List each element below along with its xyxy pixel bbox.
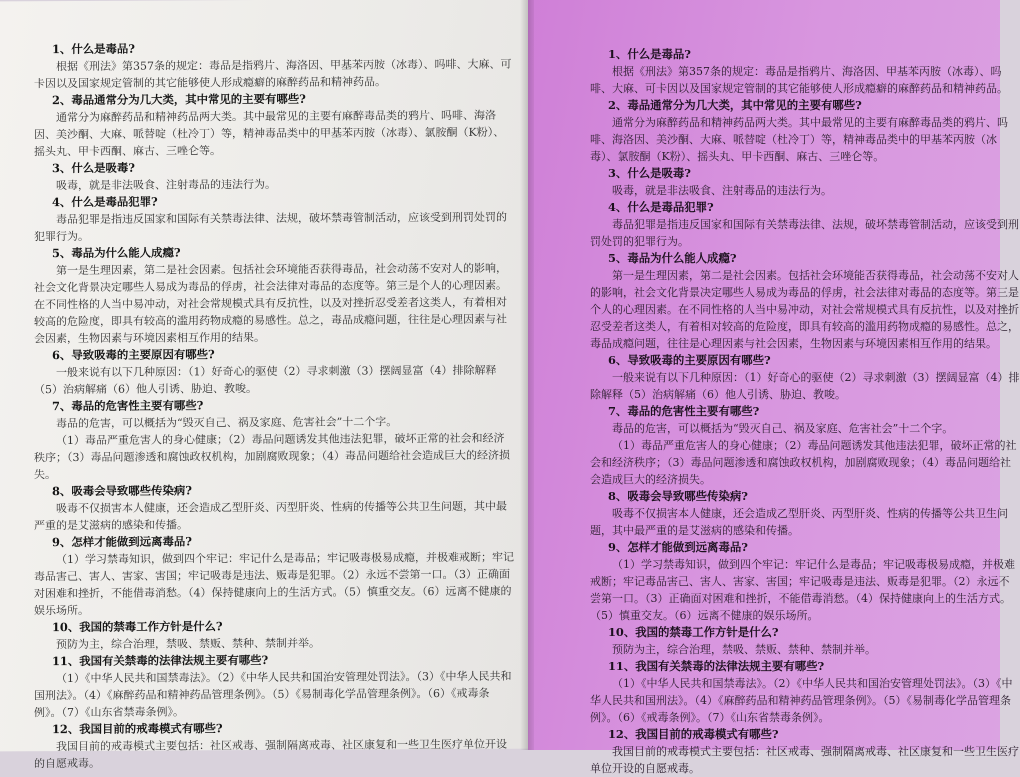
page-fold-shadow [520, 0, 534, 750]
answer-paragraph: （1）毒品严重危害人的身心健康；（2）毒品问题诱发其他违法犯罪，破坏正常的社会和经济秩序；（3）毒品问题渗透和腐蚀政权机构，加剧腐败现象；（4）毒品问题给社会造成巨大的经济损失。 [590, 439, 1017, 486]
section-6 [34, 345, 514, 399]
answer-paragraph: 吸毒不仅损害本人健康，还会造成乙型肝炎、丙型肝炎、性病的传播等公共卫生问题，其中最严重的是艾滋病的感染和传播。 [34, 499, 507, 533]
section-5 [590, 250, 1019, 352]
answer-paragraph: 第一是生理因素，第二是社会因素。包括社会环境能否获得毒品，社会动荡不安对人的影响，社会文化背景决定哪些人易成为毒品的俘虏，社会法律对毒品的态度等。第三是个人的心理因素。在不同性格的人当中易冲动，对社会常规模式具有反抗性，以及对挫折忍受差者这类人，有着相对较高的危险度，即具有较高的滥用药物成瘾的易感性。总之，毒品成瘾问题，往往是心理因素与社会因素，生物因素与环境因素相互作用的结果。 [590, 269, 1019, 350]
answer-paragraph: 毒品的危害，可以概括为“毁灭自己、祸及家庭、危害社会”十二个字。 [612, 422, 954, 435]
question-heading: 4、什么是毒品犯罪? [52, 194, 158, 210]
section-11 [34, 651, 514, 722]
section-5 [34, 243, 514, 348]
question-heading: 2、毒品通常分为几大类，其中常见的主要有哪些? [608, 98, 862, 112]
section-9 [590, 539, 1015, 624]
answer-paragraph: 一般来说有以下几种原因：（1）好奇心的驱使（2）寻求刺激（3）摆阔显富（4）排除解释（5）治病解痛（6）他人引诱、胁迫、教唆。 [34, 363, 497, 397]
answer-paragraph: （1）学习禁毒知识，做到四个牢记：牢记什么是毒品；牢记吸毒极易成瘾，并极难戒断；牢记毒品害己、害人、害家、害国；牢记吸毒是违法、贩毒是犯罪。（2）永远不尝第一口。（3）正确面对困难和挫折，不能借毒消愁。（4）保持健康向上的生活方式。（5）慎重交友。（6）远离不健康的娱乐场所。 [34, 550, 514, 618]
answer-paragraph: （1）学习禁毒知识，做到四个牢记：牢记什么是毒品；牢记吸毒极易成瘾，并极难戒断；牢记毒品害己、害人、害家、害国；牢记吸毒是违法、贩毒是犯罪。（2）永远不尝第一口。（3）正确面对困难和挫折，不能借毒消愁。（4）保持健康向上的生活方式。（5）慎重交友。（6）远离不健康的娱乐场所。 [590, 558, 1015, 622]
question-heading: 11、我国有关禁毒的法律法规主要有哪些? [608, 659, 825, 673]
section-1 [34, 39, 514, 93]
section-3 [34, 158, 514, 195]
question-heading: 1、什么是毒品? [52, 41, 135, 57]
answer-paragraph: （1）《中华人民共和国禁毒法》。（2）《中华人民共和国治安管理处罚法》。（3）《中华人民共和国刑法》。（4）《麻醉药品和精神药品管理条例》。（5）《易制毒化学品管理条例》。（6）《戒毒条例》。（7）《山东省禁毒条例》。 [590, 677, 1013, 724]
answer-paragraph: 我国目前的戒毒模式主要包括：社区戒毒、强制隔离戒毒、社区康复和一些卫生医疗单位开设的自愿戒毒。 [590, 745, 1019, 775]
question-heading: 2、毒品通常分为几大类，其中常见的主要有哪些? [52, 91, 306, 108]
answer-paragraph: 一般来说有以下几种原因：（1）好奇心的驱使（2）寻求刺激（3）摆阔显富（4）排除解释（5）治病解痛（6）他人引诱、胁迫、教唆。 [590, 371, 1020, 401]
question-heading: 9、怎样才能做到远离毒品? [608, 540, 748, 554]
question-heading: 7、毒品的危害性主要有哪些? [608, 404, 760, 418]
section-12 [34, 719, 514, 773]
section-3 [590, 165, 1000, 199]
answer-paragraph: 根据《刑法》第357条的规定：毒品是指鸦片、海洛因、甲基苯丙胺（冰毒）、吗啡、大麻、可卡因以及国家规定管制的其它能够使人形成瘾癖的麻醉药品和精神药品。 [590, 65, 1008, 95]
question-heading: 7、毒品的危害性主要有哪些? [52, 398, 204, 414]
section-1 [590, 46, 1008, 97]
section-8 [34, 481, 514, 535]
section-10 [590, 624, 1000, 658]
section-6 [590, 352, 1020, 403]
question-heading: 4、什么是毒品犯罪? [608, 200, 714, 214]
answer-paragraph: 通常分为麻醉药品和精神药品两大类。其中最常见的主要有麻醉毒品类的鸦片、吗啡、海洛因、美沙酮、大麻、哌替啶（杜冷丁）等，精神毒品类中的甲基苯丙胺（冰毒）、氯胺酮（K粉）、摇头丸、甲卡西酮、麻古、三唑仑等。 [34, 108, 505, 159]
question-heading: 5、毒品为什么能人成瘾? [608, 251, 737, 265]
answer-paragraph: （1）毒品严重危害人的身心健康；（2）毒品问题诱发其他违法犯罪，破坏正常的社会和经济秩序；（3）毒品问题渗透和腐蚀政权机构，加剧腐败现象；（4）毒品问题给社会造成巨大的经济损失。 [34, 431, 510, 482]
section-12 [590, 726, 1019, 777]
answer-paragraph: 毒品犯罪是指违反国家和国际有关禁毒法律、法规，破坏禁毒管制活动，应该受到刑罚处罚的犯罪行为。 [590, 218, 1019, 248]
question-heading: 6、导致吸毒的主要原因有哪些? [608, 353, 771, 367]
answer-paragraph: 毒品的危害，可以概括为“毁灭自己、祸及家庭、危害社会”十二个字。 [56, 415, 398, 431]
section-8 [590, 488, 1008, 539]
section-2 [590, 97, 1008, 165]
question-heading: 9、怎样才能做到远离毒品? [52, 534, 192, 550]
question-heading: 8、吸毒会导致哪些传染病? [608, 489, 748, 503]
question-heading: 10、我国的禁毒工作方针是什么? [608, 625, 779, 639]
answer-paragraph: 我国目前的戒毒模式主要包括：社区戒毒、强制隔离戒毒、社区康复和一些卫生医疗单位开设的自愿戒毒。 [34, 737, 507, 771]
answer-paragraph: 通常分为麻醉药品和精神药品两大类。其中最常见的主要有麻醉毒品类的鸦片、吗啡、海洛因、美沙酮、大麻、哌替啶（杜冷丁）等，精神毒品类中的甲基苯丙胺（冰毒）、氯胺酮（K粉）、摇头丸、甲卡西酮、麻古、三唑仑等。 [590, 116, 1008, 163]
answer-paragraph: 根据《刑法》第357条的规定：毒品是指鸦片、海洛因、甲基苯丙胺（冰毒）、吗啡、大麻、可卡因以及国家规定管制的其它能够使人形成瘾癖的麻醉药品和精神药品。 [34, 57, 512, 91]
section-7 [590, 403, 1017, 488]
paper-sheet-right [528, 0, 1020, 775]
section-4 [34, 192, 514, 246]
question-heading: 5、毒品为什么能人成瘾? [52, 245, 181, 261]
question-heading: 10、我国的禁毒工作方针是什么? [52, 619, 223, 635]
section-11 [590, 658, 1013, 726]
answer-paragraph: （1）《中华人民共和国禁毒法》。（2）《中华人民共和国治安管理处罚法》。（3）《中华人民共和国刑法》。（4）《麻醉药品和精神药品管理条例》。（5）《易制毒化学品管理条例》。（6）《戒毒条例》。（7）《山东省禁毒条例》。 [34, 669, 512, 720]
answer-paragraph: 预防为主，综合治理，禁吸、禁贩、禁种、禁制并举。 [612, 643, 876, 656]
question-heading: 12、我国目前的戒毒模式有哪些? [608, 727, 779, 741]
section-4 [590, 199, 1019, 250]
question-heading: 3、什么是吸毒? [608, 166, 691, 180]
section-2 [34, 90, 514, 161]
section-7 [34, 396, 514, 484]
answer-paragraph: 第一是生理因素，第二是社会因素。包括社会环境能否获得毒品，社会动荡不安对人的影响，社会文化背景决定哪些人易成为毒品的俘虏，社会法律对毒品的态度等。第三是个人的心理因素。在不同性格的人当中易冲动，对社会常规模式具有反抗性，以及对挫折忍受差者这类人，有着相对较高的危险度，即具有较高的滥用药物成瘾的易感性。总之，毒品成瘾问题，往往是心理因素与社会因素，生物因素与环境因素相互作用的结果。 [34, 261, 507, 346]
question-heading: 11、我国有关禁毒的法律法规主要有哪些? [52, 652, 269, 669]
question-heading: 1、什么是毒品? [608, 47, 691, 61]
question-heading: 6、导致吸毒的主要原因有哪些? [52, 347, 215, 363]
question-heading: 3、什么是吸毒? [52, 160, 135, 176]
answer-paragraph: 预防为主，综合治理，禁吸、禁贩、禁种、禁制并举。 [56, 636, 320, 652]
question-heading: 12、我国目前的戒毒模式有哪些? [52, 721, 223, 737]
question-heading: 8、吸毒会导致哪些传染病? [52, 483, 192, 499]
answer-paragraph: 吸毒，就是非法吸食、注射毒品的违法行为。 [56, 177, 276, 193]
answer-paragraph: 吸毒不仅损害本人健康，还会造成乙型肝炎、丙型肝炎、性病的传播等公共卫生问题，其中最严重的是艾滋病的感染和传播。 [590, 507, 1008, 537]
section-9 [34, 532, 514, 620]
section-10 [34, 617, 514, 654]
answer-paragraph: 毒品犯罪是指违反国家和国际有关禁毒法律、法规，破坏禁毒管制活动，应该受到刑罚处罚的犯罪行为。 [34, 210, 507, 244]
answer-paragraph: 吸毒，就是非法吸食、注射毒品的违法行为。 [612, 184, 832, 197]
